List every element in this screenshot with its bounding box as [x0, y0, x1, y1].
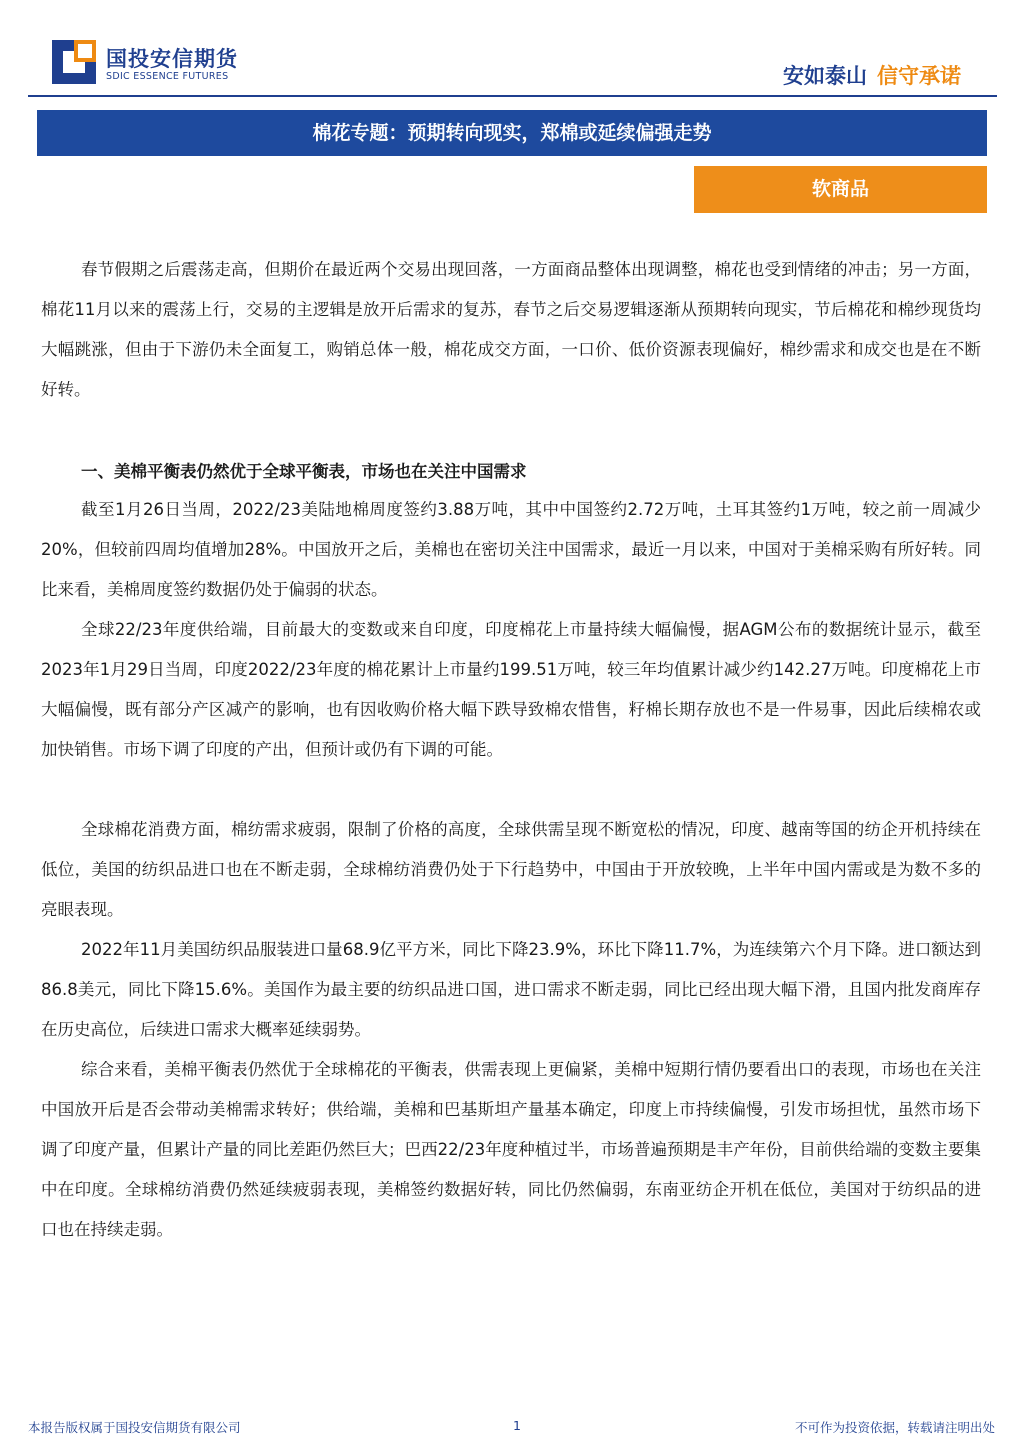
- footer-copyright: 本报告版权属于国投安信期货有限公司: [28, 1420, 241, 1435]
- paragraph-5: 综合来看，美棉平衡表仍然优于全球棉花的平衡表，供需表现上更偏紧，美棉中短期行情仍要看出口的表现，市场也在关注中国放开后是否会带动美棉需求转好；供给端，美棉和巴基斯坦产量基本确定，印度上市持续偏慢，引发市场担忧，虽然市场下调了印度产量，但累计产量的同比差距仍然巨大；巴西22/23年度种植过半，市场普遍预期是丰产年份，目前供给端的变数主要集中在印度。全球棉纺消费仍然延续疲弱表现，美棉签约数据好转，同比仍然偏弱，东南亚纺企开机在低位，美国对于纺织品的进口也在持续走弱。: [41, 1060, 981, 1239]
- header-divider: [28, 95, 997, 97]
- category-tag: 软商品: [694, 166, 987, 213]
- company-name-en: SDIC ESSENCE FUTURES: [106, 71, 229, 82]
- footer-disclaimer: 不可作为投资依据，转载请注明出处: [794, 1420, 995, 1435]
- section-heading: 一、美棉平衡表仍然优于全球平衡表，市场也在关注中国需求: [81, 462, 527, 481]
- company-logo: [52, 40, 252, 88]
- paragraph-1: 截至1月26日当周，2022/23美陆地棉周度签约3.88万吨，其中中国签约2.72万吨，土耳其签约1万吨，较之前一周减少20%，但较前四周均值增加28%。中国放开之后，美棉也在密切关注中国需求，最近一月以来，中国对于美棉采购有所好转。同比来看，美棉周度签约数据仍处于偏弱的状态。: [41, 500, 981, 599]
- report-title: 棉花专题：预期转向现实，郑棉或延续偏强走势: [37, 110, 987, 156]
- slogan: [783, 60, 961, 90]
- slogan-part2: 信守承诺: [877, 64, 961, 88]
- paragraph-4: 2022年11月美国纺织品服装进口量68.9亿平方米，同比下降23.9%，环比下降11.7%，为连续第六个月下降。进口额达到86.8美元，同比下降15.6%。美国作为最主要的纺织品进口国，进口需求不断走弱，同比已经出现大幅下滑，且国内批发商库存在历史高位，后续进口需求大概率延续弱势。: [41, 940, 981, 1039]
- page-number: 1: [513, 1418, 521, 1433]
- logo-mark-icon: [52, 40, 96, 84]
- company-name-cn: 国投安信期货: [106, 47, 238, 71]
- slogan-part1: 安如泰山: [783, 64, 867, 88]
- intro-paragraph: 春节假期之后震荡走高，但期价在最近两个交易出现回落，一方面商品整体出现调整，棉花也受到情绪的冲击；另一方面，棉花11月以来的震荡上行，交易的主逻辑是放开后需求的复苏，春节之后交易逻辑逐渐从预期转向现实，节后棉花和棉纱现货均大幅跳涨，但由于下游仍未全面复工，购销总体一般，棉花成交方面，一口价、低价资源表现偏好，棉纱需求和成交也是在不断好转。: [41, 260, 981, 399]
- paragraph-2: 全球22/23年度供给端，目前最大的变数或来自印度，印度棉花上市量持续大幅偏慢，据AGM公布的数据统计显示，截至2023年1月29日当周，印度2022/23年度的棉花累计上市量约199.51万吨，较三年均值累计减少约142.27万吨。印度棉花上市大幅偏慢，既有部分产区减产的影响，也有因收购价格大幅下跌导致棉农惜售，籽棉长期存放也不是一件易事，因此后续棉农或加快销售。市场下调了印度的产出，但预计或仍有下调的可能。: [41, 620, 981, 759]
- paragraph-3: 全球棉花消费方面，棉纺需求疲弱，限制了价格的高度，全球供需呈现不断宽松的情况，印度、越南等国的纺企开机持续在低位，美国的纺织品进口也在不断走弱，全球棉纺消费仍处于下行趋势中，中国由于开放较晚，上半年中国内需或是为数不多的亮眼表现。: [41, 820, 981, 919]
